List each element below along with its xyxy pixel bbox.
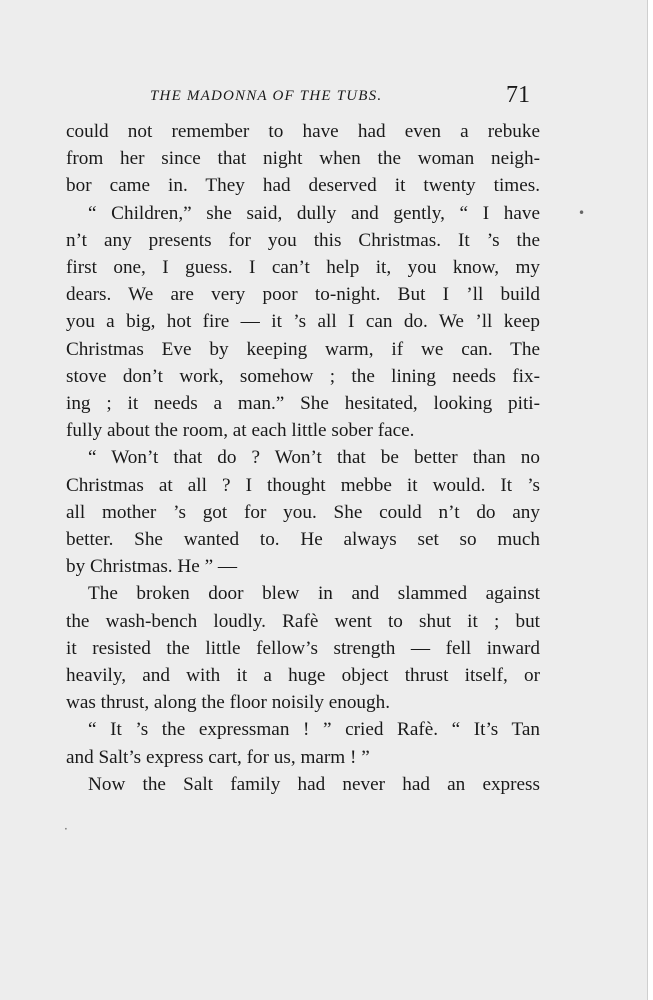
text-line: first one, I guess. I can’t help it, you know, my — [66, 257, 540, 279]
paragraph — [66, 444, 540, 580]
paragraph — [66, 771, 540, 798]
text-line: “ Children,” she said, dully and gently, “ I have — [88, 202, 540, 224]
ink-speck: • — [578, 206, 586, 220]
paragraph — [66, 200, 540, 445]
paragraph — [66, 716, 540, 770]
text-line: you a big, hot fire — it ’s all I can do. We ’ll keep — [66, 311, 540, 333]
body-text — [66, 118, 540, 798]
text-line: fully about the room, at each little sober face. — [66, 420, 415, 442]
running-title: THE MADONNA OF THE TUBS. — [150, 88, 383, 104]
text-line: “ Won’t that do ? Won’t that be better than no — [88, 447, 540, 469]
text-line: Christmas at all ? I thought mebbe it would. It ’s — [66, 474, 540, 496]
text-line: ing ; it needs a man.” She hesitated, looking piti- — [66, 393, 540, 415]
text-line: The broken door blew in and slammed against — [88, 583, 540, 605]
text-line: bor came in. They had deserved it twenty times. — [66, 175, 540, 197]
text-line: was thrust, along the floor noisily enough. — [66, 692, 391, 714]
page-header — [0, 82, 648, 122]
text-line: heavily, and with it a huge object thrust itself, or — [66, 665, 540, 687]
text-line: by Christmas. He ” — — [66, 556, 238, 578]
text-line: the wash-bench loudly. Rafè went to shut it ; but — [66, 610, 540, 632]
text-line: Christmas Eve by keeping warm, if we can. The — [66, 338, 540, 360]
ink-speck: · — [64, 822, 68, 836]
text-line: “ It ’s the expressman ! ” cried Rafè. “ It’s Tan — [88, 719, 540, 741]
text-line: could not remember to have had even a rebuke — [66, 121, 540, 142]
page-number: 71 — [506, 82, 530, 108]
paragraph — [66, 118, 540, 200]
paragraph — [66, 580, 540, 716]
text-line: all mother ’s got for you. She could n’t do any — [66, 501, 540, 523]
text-line: dears. We are very poor to-night. But I ’ll build — [66, 284, 540, 306]
text-line: better. She wanted to. He always set so much — [66, 529, 540, 551]
text-line: n’t any presents for you this Christmas. It ’s the — [66, 229, 540, 251]
text-line: and Salt’s express cart, for us, marm ! ” — [66, 746, 370, 768]
text-line: from her since that night when the woman neigh- — [66, 148, 540, 170]
text-line: it resisted the little fellow’s strength — fell inward — [66, 637, 540, 659]
text-line: stove don’t work, somehow ; the lining needs fix- — [66, 365, 540, 387]
text-line: Now the Salt family had never had an express — [88, 773, 540, 795]
